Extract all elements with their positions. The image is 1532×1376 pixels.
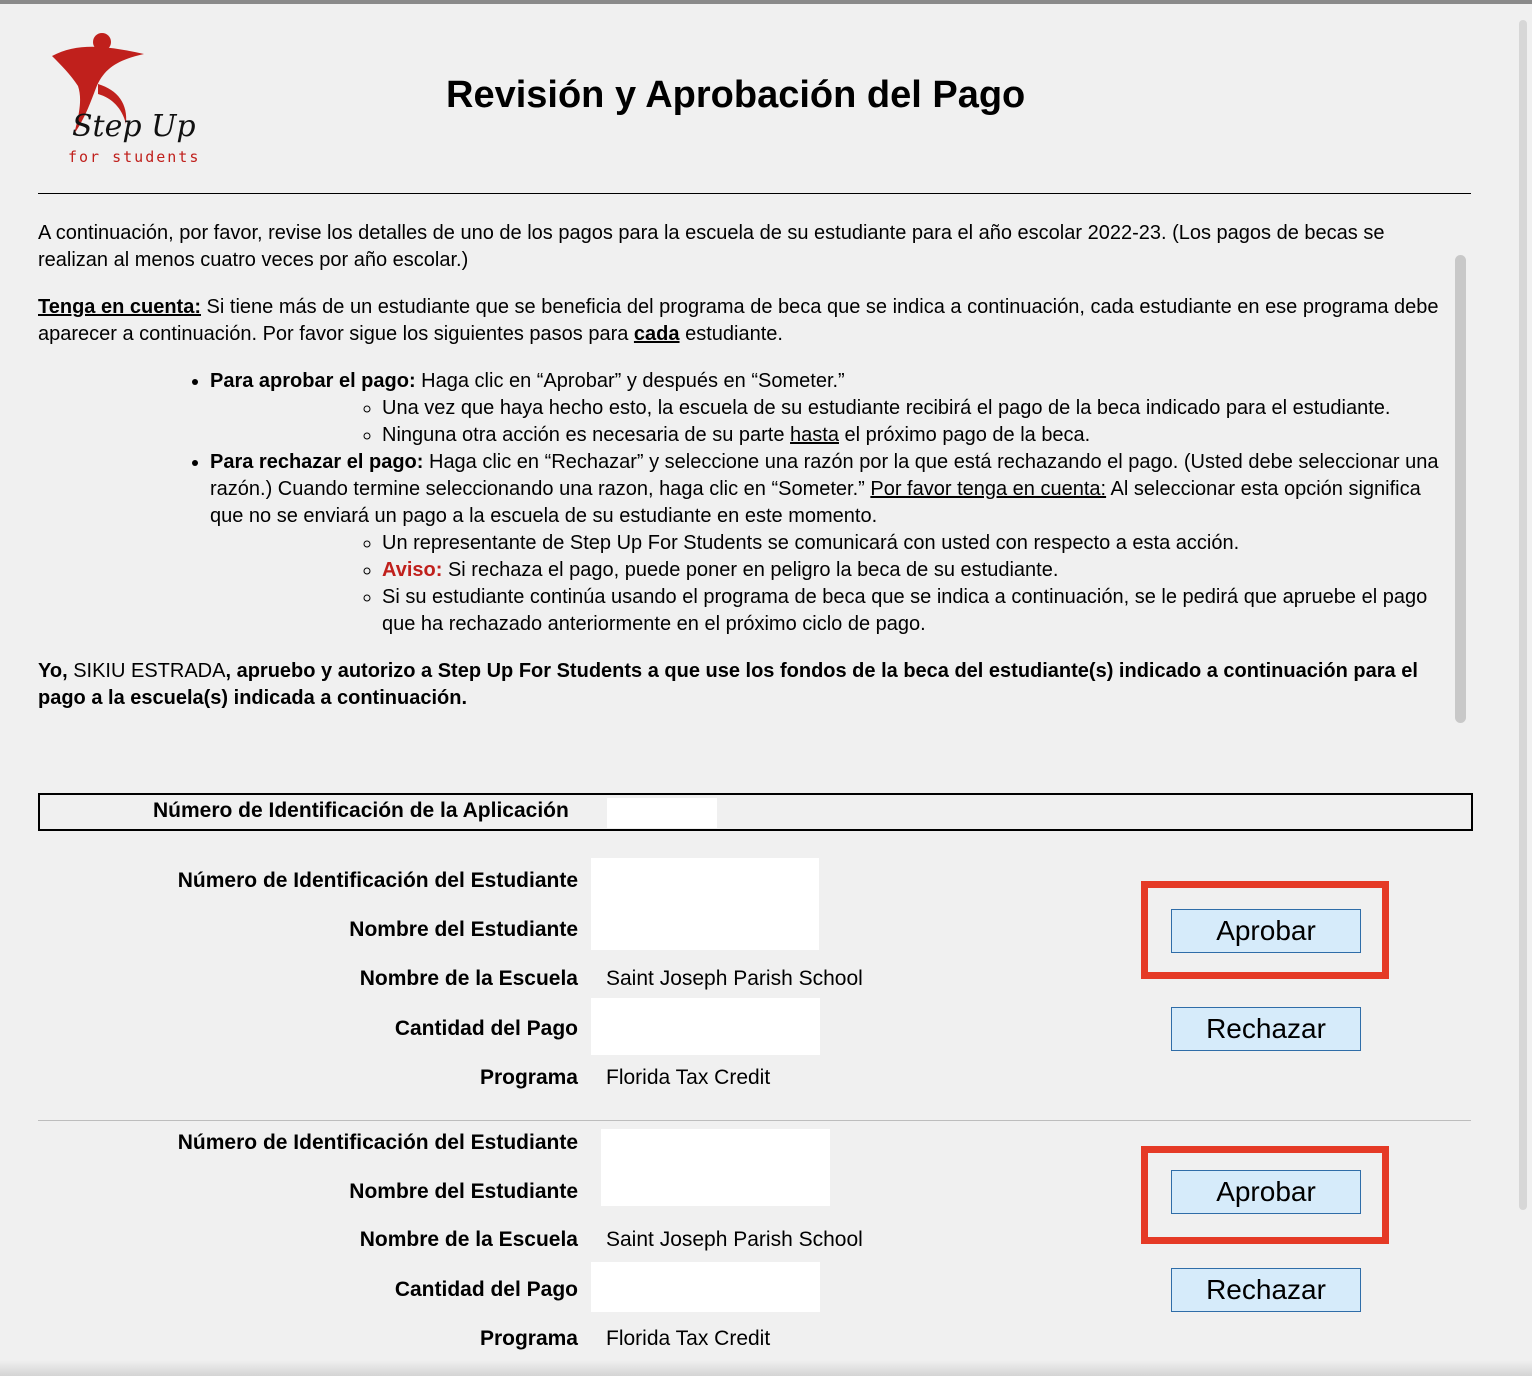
amount-label: Cantidad del Pago (394, 1278, 578, 1301)
student-id-name-value (601, 1129, 830, 1206)
amount-value (591, 1262, 820, 1312)
student-name-label: Nombre del Estudiante (349, 1180, 578, 1203)
note-text: Si tiene más de un estudiante que se beneficia del programa de beca que se indica a continuación, cada estudiante en ese programa debe aparecer a continuación. Por favor sigue los siguientes pasos para (38, 296, 1439, 345)
page-title: Revisión y Aprobación del Pago (446, 74, 1026, 116)
school-label: Nombre de la Escuela (359, 967, 578, 990)
approve-substeps (210, 395, 1450, 449)
approve-substep-text: Ninguna otra acción es necesaria de su parte (382, 424, 791, 446)
warning-text: Si rechaza el pago, puede poner en peligro la beca de su estudiante. (442, 559, 1059, 581)
approve-step-label: Para aprobar el pago: (210, 370, 416, 392)
approve-step-text: Haga clic en “Aprobar” y después en “Someter.” (415, 370, 845, 392)
approve-step (210, 368, 1450, 449)
note-emphasis: cada (633, 323, 680, 345)
reject-substep: ◦ Un representante de Step Up For Students se comunicará con usted con respecto a esta acción. (382, 530, 1450, 557)
instructions-scrollbar[interactable] (1455, 255, 1466, 723)
runner-icon (48, 28, 208, 153)
application-id-bar (38, 793, 1473, 831)
header-divider (38, 193, 1471, 194)
logo-wordmark: Step Up (72, 109, 196, 144)
application-id-label: Número de Identificación de la Aplicación (153, 799, 569, 822)
parent-name: SIKIU ESTRADA (73, 660, 226, 682)
authorization-text (38, 658, 1450, 712)
warning-label: Aviso: (382, 559, 443, 581)
application-id-value (607, 798, 717, 828)
step-up-logo (48, 28, 208, 168)
window-top-border (0, 0, 1532, 4)
reject-note-label: Por favor tenga en cuenta: (870, 478, 1107, 500)
school-label: Nombre de la Escuela (359, 1228, 578, 1251)
approve-button[interactable]: Aprobar (1171, 1170, 1361, 1214)
bottom-edge (0, 1360, 1532, 1376)
reject-note-text: Al seleccionar esta opción significa que no se enviará un pago a la escuela de su estudiante en este momento. (210, 478, 1421, 527)
approve-button[interactable]: Aprobar (1171, 909, 1361, 953)
auth-prefix: Yo, (38, 660, 74, 682)
reject-warning (382, 557, 1450, 584)
school-value: Saint Joseph Parish School (606, 1228, 863, 1251)
reject-substeps (210, 530, 1450, 638)
reject-substep: ◦ Si su estudiante continúa usando el programa de beca que se indica a continuación, se le pedirá que apruebe el pago que ha rechazado anteriormente en el próximo ciclo de pago. (382, 584, 1450, 638)
approve-substep-underline: hasta (790, 424, 839, 446)
note-label: Tenga en cuenta: (38, 296, 201, 318)
student-id-label: Número de Identificación del Estudiante (177, 1131, 578, 1154)
instructions-panel (38, 220, 1450, 732)
note-paragraph (38, 294, 1450, 348)
payment-divider (38, 1120, 1471, 1121)
program-label: Programa (479, 1327, 578, 1350)
note-text-end: estudiante. (679, 323, 783, 345)
amount-value (591, 998, 820, 1055)
auth-text: , apruebo y autorizo a Step Up For Students a que use los fondos de la beca del estudiante(s) indicado a continuación para el pago a la escuela(s) indicada a continuación. (38, 660, 1418, 709)
program-label: Programa (479, 1066, 578, 1089)
reject-button[interactable]: Rechazar (1171, 1007, 1361, 1051)
program-value: Florida Tax Credit (606, 1327, 771, 1350)
page-scrollbar[interactable] (1519, 20, 1527, 1210)
approve-substep (382, 422, 1450, 449)
student-id-name-value (591, 858, 819, 950)
intro-text: A continuación, por favor, revise los detalles de uno de los pagos para la escuela de su estudiante para el año escolar 2022-23. (Los pagos de becas se realizan al menos cuatro veces por año escolar.) (38, 222, 1385, 271)
approve-substep-text-end: el próximo pago de la beca. (838, 424, 1091, 446)
reject-button[interactable]: Rechazar (1171, 1268, 1361, 1312)
reject-step (210, 449, 1450, 638)
reject-step-text: Haga clic en “Rechazar” y seleccione una razón por la que está rechazando el pago. (Usted debe seleccionar una razón.) Cuando termine seleccionando una razon, haga clic en “Someter.” (210, 451, 1439, 500)
amount-label: Cantidad del Pago (394, 1017, 578, 1040)
program-value: Florida Tax Credit (606, 1066, 771, 1089)
student-name-label: Nombre del Estudiante (349, 918, 578, 941)
reject-step-label: Para rechazar el pago: (210, 451, 424, 473)
logo-tagline: for students (68, 148, 201, 166)
steps-list (38, 368, 1450, 638)
school-value: Saint Joseph Parish School (606, 967, 863, 990)
student-id-label: Número de Identificación del Estudiante (177, 869, 578, 892)
approve-substep: ◦ Una vez que haya hecho esto, la escuela de su estudiante recibirá el pago de la beca indicado para el estudiante. (382, 395, 1450, 422)
